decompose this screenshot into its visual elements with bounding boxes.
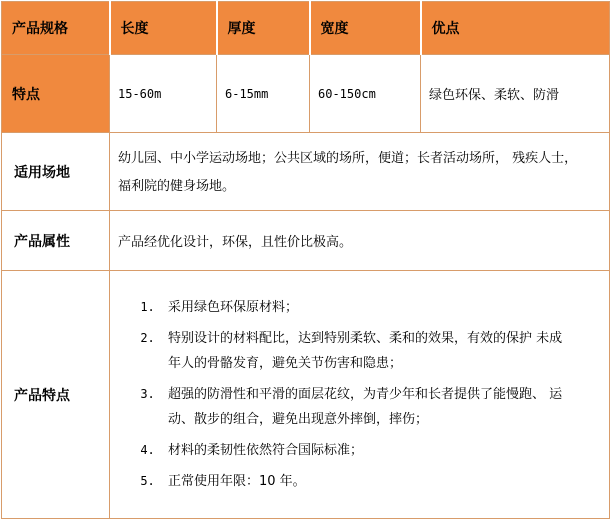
venues-value [110,133,610,211]
header-length [110,2,217,55]
advantages-value: 绿色环保、柔软、防滑 [421,55,610,133]
venues-row [2,133,610,211]
features-item-1-line-1: 采用绿色环保原材料； [168,300,299,315]
length-value: 15-60m [110,55,217,133]
features-row [2,271,610,519]
header-width [310,2,421,55]
header-width-label: 宽度 [320,21,349,37]
feature-label: 特点 [12,86,40,103]
features-item-2-line-1: 特别设计的材料配比，达到特别柔软、柔和的效果，有效的保护 未成 [168,331,563,346]
venues-line-2: 福利院的健身场地。 [118,178,236,194]
features-list [110,295,609,494]
product-spec-table [1,1,610,519]
features-item-4 [162,438,609,463]
header-advantages-label: 优点 [431,21,460,37]
spec-label: 产品规格 [12,21,68,37]
header-thickness [217,2,310,55]
features-item-1 [162,295,609,320]
thickness-value: 6-15mm [217,55,310,133]
features-item-3 [162,382,609,432]
features-value [110,271,610,519]
attributes-value: 产品经优化设计，环保，且性价比极高。 [110,211,610,271]
features-item-5 [162,469,609,494]
feature-label-cell [2,55,110,133]
features-item-3-line-1: 超强的防滑性和平滑的面层花纹，为青少年和长者提供了能慢跑、 运 [168,387,563,402]
spec-values-row [2,55,610,133]
features-item-2 [162,326,609,376]
features-item-5-line-1: 正常使用年限：10 年。 [168,474,306,489]
features-item-3-line-2: 动、散步的组合，避免出现意外摔倒，摔伤； [168,412,429,427]
product-spec-sheet [0,1,610,521]
width-value: 60-150cm [310,55,421,133]
header-thickness-label: 厚度 [227,21,256,37]
venues-label: 适用场地 [2,133,110,211]
attributes-label: 产品属性 [2,211,110,271]
features-item-2-line-2: 年人的骨骼发育，避免关节伤害和隐患； [168,356,403,371]
spec-header-row [2,2,610,55]
features-item-4-line-1: 材料的柔韧性依然符合国际标准； [168,443,364,458]
header-length-label: 长度 [120,21,149,37]
spec-label-cell [2,2,110,55]
venues-line-1: 幼儿园、中小学运动场地；公共区域的场所，便道；长者活动场所， 残疾人士， [118,150,578,166]
header-advantages [421,2,610,55]
features-label: 产品特点 [2,271,110,519]
attributes-row [2,211,610,271]
